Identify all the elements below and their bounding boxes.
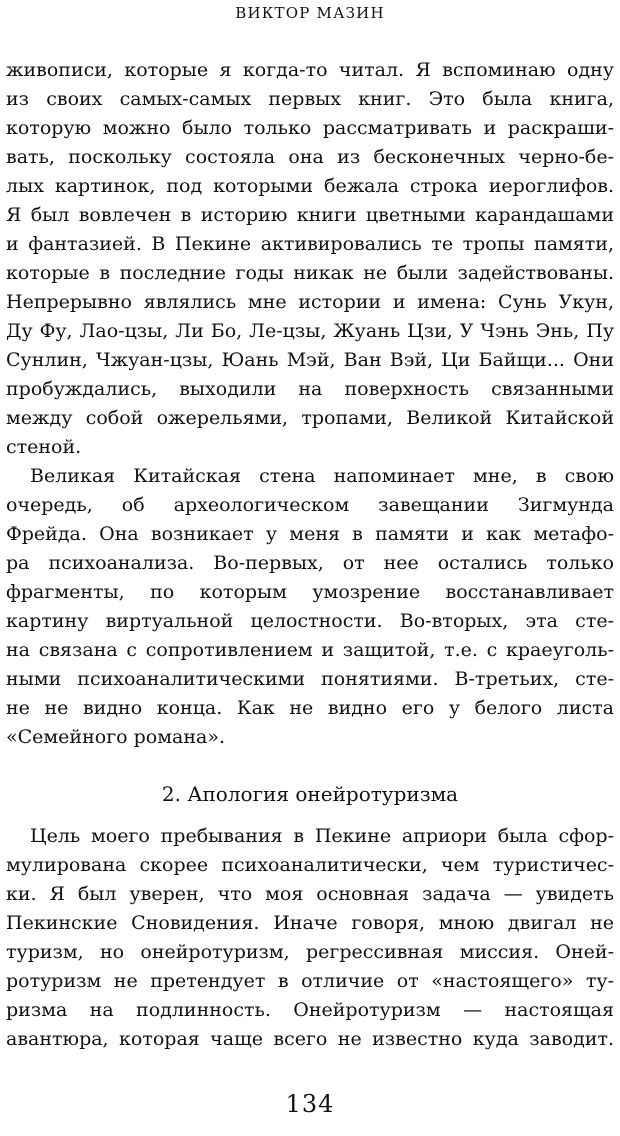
text-line: Цель моего пребывания в Пекине априори была сфор- <box>30 825 614 847</box>
paragraph <box>6 462 614 752</box>
section-heading: 2. Апология онейротуризма <box>161 782 459 806</box>
text-line: Пекинские Сновидения. Иначе говоря, мною двигал не <box>6 912 614 934</box>
running-head: ВИКТОР МАЗИН <box>235 4 385 22</box>
text-line: стеной. <box>6 436 82 458</box>
text-line: очередь, об археологическом завещании Зигмунда <box>6 494 614 516</box>
text-line: ротуризм не претендует в отличие от «настоящего» ту- <box>6 970 614 992</box>
text-block-top <box>6 56 614 752</box>
text-line: ра психоанализа. Во-первых, от нее остались только <box>6 552 614 574</box>
text-line: Непрерывно являлись мне истории и имена: Сунь Укун, <box>6 291 614 313</box>
text-line: Я был вовлечен в историю книги цветными карандашами <box>6 204 614 226</box>
text-line: мулирована скорее психоаналитически, чем туристичес- <box>6 854 614 876</box>
text-block-bottom <box>6 822 614 1054</box>
text-line: туризм, но онейротуризм, регрессивная миссия. Оней- <box>6 941 614 963</box>
text-line: «Семейного романа». <box>6 726 225 748</box>
text-line: авантюра, которая чаще всего не известно куда заводит. <box>6 1028 614 1050</box>
page-number: 134 <box>285 1090 335 1118</box>
text-line: на связана с сопротивлением и защитой, т.е. с краеуголь- <box>6 639 614 661</box>
text-line: между собой ожерельями, тропами, Великой Китайской <box>6 407 614 429</box>
text-line: пробуждались, выходили на поверхность связанными <box>6 378 614 400</box>
text-line: картину виртуальной целостности. Во-вторых, эта сте- <box>6 610 614 632</box>
text-line: Фрейда. Она возникает у меня в памяти и как метафо- <box>6 523 614 545</box>
text-line: Великая Китайская стена напоминает мне, в свою <box>30 465 614 487</box>
text-line: не не видно конца. Как не видно его у белого листа <box>6 697 614 719</box>
text-line: которую можно было только рассматривать и раскраши- <box>6 117 614 139</box>
paragraph <box>6 56 614 462</box>
text-line: живописи, которые я когда-то читал. Я вспоминаю одну <box>6 59 614 81</box>
text-line: фрагменты, по которым умозрение восстанавливает <box>6 581 614 603</box>
paragraph <box>6 822 614 1054</box>
text-line: ризма на подлинность. Онейротуризм — настоящая <box>6 999 614 1021</box>
text-line: и фантазией. В Пекине активировались те тропы памяти, <box>6 233 614 255</box>
text-line: которые в последние годы никак не были задействованы. <box>6 262 614 284</box>
text-line: из своих самых-самых первых книг. Это была книга, <box>6 88 614 110</box>
text-line: лых картинок, под которыми бежала строка иероглифов. <box>6 175 614 197</box>
text-line: ными психоаналитическими понятиями. В-третьих, сте- <box>6 668 614 690</box>
text-line: Сунлин, Чжуан-цзы, Юань Мэй, Ван Вэй, Ци Байщи... Они <box>6 349 614 371</box>
text-line: ки. Я был уверен, что моя основная задача — увидеть <box>6 883 614 905</box>
text-line: Ду Фу, Лао-цзы, Ли Бо, Ле-цзы, Жуань Цзи, У Чэнь Энь, Пу <box>6 320 614 342</box>
text-line: вать, поскольку состояла она из бесконечных черно-бе- <box>6 146 614 168</box>
